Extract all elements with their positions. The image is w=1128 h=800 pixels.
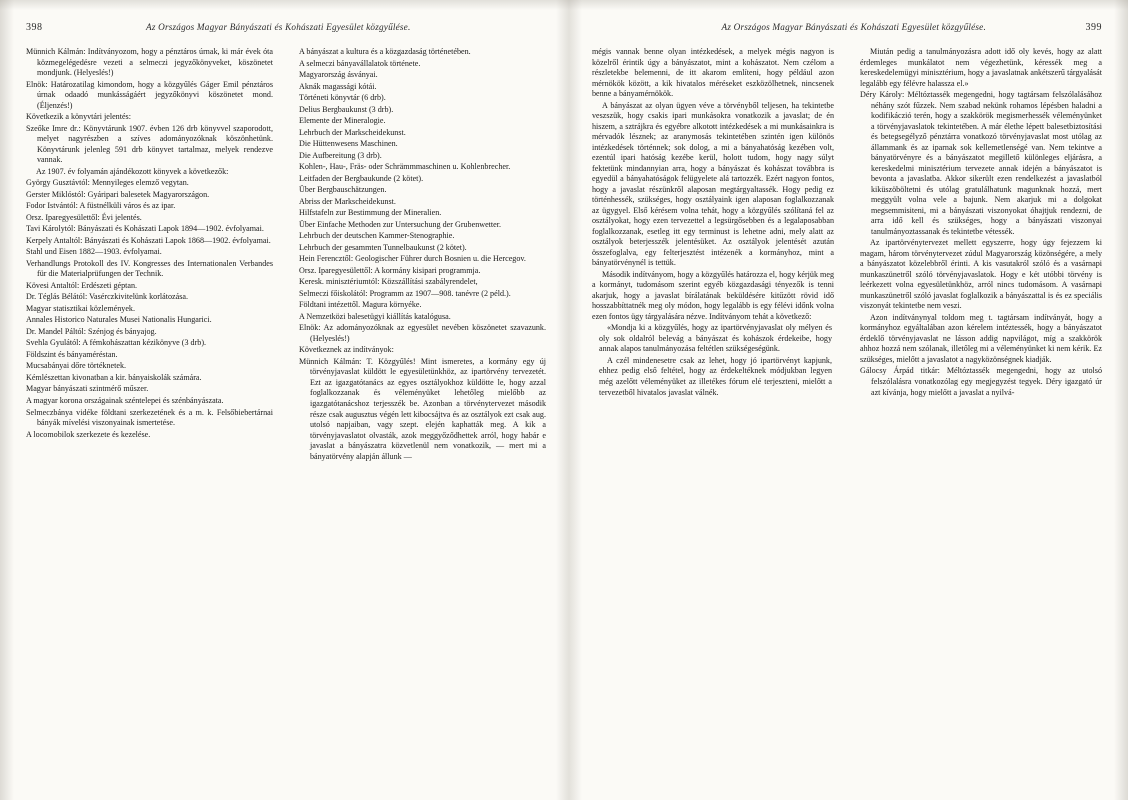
left-col1-paragraph: Fodor Istvántól: A füstnélküli város és az ipar.: [26, 201, 176, 211]
left-page: [26, 22, 546, 782]
left-col2-paragraph: Die Hüttenwesens Maschinen.: [299, 139, 398, 149]
right-page-columns: [592, 47, 1102, 399]
left-col1-paragraph: Szeőke Imre dr.: Könyvtárunk 1907. évben 126 drb könyvvel szaporodott, melyet nagyrészben a szíves adományozóknak köszönhetünk. Könyvtárunk jelenleg 591 drb könyvet tartalmaz, melyek rendezve vannak.: [26, 123, 273, 165]
left-col2-paragraph: Földtani intézettől. Magura környéke.: [299, 300, 422, 310]
left-col1-paragraph: Elnök: Határozatilag kimondom, hogy a közgyűlés Gáger Emil pénztáros úrnak odaadó munkásságáért jegyzőkönyvi köszönetet mond. (Éljenzés!): [26, 79, 273, 110]
left-col2-paragraph: Abriss der Markscheidekunst.: [299, 196, 396, 206]
left-col1-paragraph: Kerpely Antaltól: Bányászati és Kohászati Lapok 1868—1902. évfolyamai.: [26, 235, 271, 245]
left-col2-paragraph: Kohlen-, Hau-, Fräs- oder Schrämmmaschinen u. Kohlenbrecher.: [299, 162, 511, 172]
page-number-left: 398: [26, 22, 43, 33]
left-col2-paragraph: Következnek az indítványok:: [299, 345, 394, 355]
left-col1-paragraph: Földszint és bányaméréstan.: [26, 349, 118, 359]
left-col1-paragraph: A magyar korona országainak széntelepei és szénbányászata.: [26, 395, 224, 405]
left-col2-paragraph: Hilfstafeln zur Bestimmung der Mineralien.: [299, 208, 442, 218]
left-col2-paragraph: Történeti könyvtár (6 drb).: [299, 93, 386, 103]
left-col2-paragraph: Die Aufbereitung (3 drb).: [299, 150, 382, 160]
running-title-left: Az Országos Magyar Bányászati és Kohászati Egyesület közgyűlése.: [146, 22, 411, 32]
left-col2-paragraph: Keresk. minisztériumtól: Közszállítási szabályrendelet,: [299, 277, 478, 287]
left-col1-paragraph: Tavi Károlytól: Bányászati és Kohászati Lapok 1894—1902. évfolyamai.: [26, 224, 264, 234]
right-col2-paragraph: Azon indítványnyal toldom meg t. tagtársam indítványát, hogy a kormányhoz egyáltalában azon kérelem intéztessék, hogy a bányászatot érdeklő törvényjavaslat ne lásson addig napvilágot, míg a szakkörök ahhoz hozzá nem szólanak, illetőleg mi a véleményünket ki nem kérik. Ez szükséges, mielőtt a javaslatot a nagyközönségnek kiadják.: [860, 312, 1102, 364]
left-col2-paragraph: Selmeczi főiskolától: Programm az 1907—908. tanévre (2 péld.).: [299, 288, 511, 298]
left-col2-paragraph: Münnich Kálmán: T. Közgyűlés! Mint ismeretes, a kormány egy új törvényjavaslat küldött le egyesületünkhöz, az ipartörvény tervezetét. Ezt az igazgatótanács az egyes osztályokhoz küldötte le, hogy azzal foglalkozzanak és véleményüket lehetőleg mielőbb az igazgatótanácshoz terjesszék be. Azonban a törvénytervezet második része csak augusztus végén lett kibocsájtva és az osztályok ezt csak aug. utolsó napjaiban, vagy szept. elején kaphatták meg. A kik a törvényjavaslatot olvasták, azok meggyőződhettek arról, hogy habár e javaslat a bányászatra közvetlenül nem vonatkozik, — mert mi a bányatörvény alapján állunk —: [299, 356, 546, 461]
left-col2-paragraph: Lehrbuch der deutschen Kammer-Stenographie.: [299, 231, 455, 241]
left-col2-paragraph: Elnök: Az adományozóknak az egyesület nevében köszönetet szavazunk. (Helyeslés!): [299, 323, 546, 343]
running-title-right: Az Országos Magyar Bányászati és Kohászati Egyesület közgyűlése.: [721, 22, 986, 32]
left-col2-paragraph: Aknák magassági kótái.: [299, 81, 377, 91]
left-col2-paragraph: Leitfaden der Bergbaukunde (2 kötet).: [299, 173, 424, 183]
right-col2-paragraph: Gálocsy Árpád titkár: Méltóztassék megengedni, hogy az utolsó felszólalásra vonatkozólag egy megjegyzést tegyek. Déry igazgató úr azt kívánja, hogy mielőtt a javaslat a nyilvá-: [860, 366, 1102, 397]
left-col2-paragraph: A Nemzetközi balesetügyi kiállítás katalógusa.: [299, 311, 451, 321]
page-edge-shadow-left: [0, 0, 14, 800]
running-head-right: [592, 22, 1102, 33]
left-col1-paragraph: Következik a könyvtári jelentés:: [26, 112, 131, 122]
left-col1-paragraph: Gerster Miklóstól: Gyáripari balesetek Magyarországon.: [26, 189, 210, 199]
left-col2-paragraph: Orsz. Iparegyesülettől: A kormány kisipari programmja.: [299, 265, 481, 275]
left-col2-paragraph: A bányászat a kultura és a közgazdaság történetében.: [299, 47, 471, 56]
left-col1-paragraph: Stahl und Eisen 1882—1903. évfolyamai.: [26, 247, 162, 257]
left-col1-paragraph: A locomobilok szerkezete és kezelése.: [26, 429, 151, 439]
left-col2-paragraph: Lehrbuch der gesammten Tunnelbaukunst (2 kötet).: [299, 242, 467, 252]
page-edge-shadow-right: [1114, 0, 1128, 800]
right-col1-paragraph: Második indítványom, hogy a közgyűlés határozza el, hogy kérjük meg a kormányt, tudomásom szerint egyéb közgazdasági tényezők is tenni akarjuk, hogy a javaslat bírálatának beküldésére kitűzött rövid idő hosszabbíttatnék meg oly módon, hogy legalább is egy félévi időnk volna ezen fontos ügy tárgyalására nézve. Indítványom tehát a következő:: [592, 269, 834, 321]
left-col1-paragraph: Verhandlungs Protokoll des IV. Kongresses des Internationalen Verbandes für die Materialprüfungen der Technik.: [26, 258, 273, 279]
right-page-column-1: [592, 47, 834, 399]
left-col1-paragraph: Magyar statisztikai közlemények.: [26, 303, 136, 313]
running-head-left: [26, 22, 546, 33]
left-col1-paragraph: Kémlészettan kivonatban a kir. bányaiskolák számára.: [26, 372, 202, 382]
right-col2-paragraph: Miután pedig a tanulmányozásra adott idő oly kevés, hogy az alatt érdemleges munkálatot nem végezhetünk, kéressék meg a kereskedelemügyi minisztérium, hogy a javaslatnak ankétszerű tárgyalását legalább egy félévre halassza el.»: [860, 47, 1102, 88]
left-col2-paragraph: Über Bergbauschätzungen.: [299, 185, 387, 195]
right-col1-paragraph: mégis vannak benne olyan intézkedések, a melyek mégis nagyon is közelről érintik úgy a bányászatot, mint a kohászatot. Nem czélom a részletekbe belemenni, de itt akarom említeni, hogy például azon mérnökök között, a kik hivatalos méréseket eszközölhetnek, nincsenek benne a bányamérnökök.: [592, 47, 834, 99]
left-col1-paragraph: Selmeczbánya vidéke földtani szerkezetének és a m. k. Felsőbiebertárnai bányák mívelési viszonyainak ismertetése.: [26, 407, 273, 428]
left-col1-paragraph: Dr. Téglás Bélától: Vasérczkivitelünk korlátozása.: [26, 292, 188, 302]
left-col2-paragraph: Lehrbuch der Markscheidekunst.: [299, 127, 406, 137]
right-page: [592, 22, 1102, 782]
left-col2-paragraph: Über Einfache Methoden zur Untersuchung der Grubenwetter.: [299, 219, 502, 229]
right-page-column-2: [860, 47, 1102, 399]
right-col1-paragraph: «Mondja ki a közgyűlés, hogy az ipartörvényjavaslat oly mélyen és oly sok oldalról belevág a bányászat és kohászok érdekeibe, hogy annak alapos tanulmányozása feltétlen szükségeségünk.: [599, 323, 832, 354]
left-col1-paragraph: György Gusztávtól: Mennyileges elemző vegytan.: [26, 178, 189, 188]
left-col2-paragraph: Hein Ferencztől: Geologischer Führer durch Bosnien u. die Hercegov.: [299, 254, 526, 264]
left-col1-paragraph: Kövesi Antaltól: Erdészeti géptan.: [26, 280, 138, 290]
left-col1-paragraph: Magyar bányászati szintmérő műszer.: [26, 384, 149, 394]
page-number-right: 399: [1085, 22, 1102, 33]
left-page-column-1: [26, 47, 273, 463]
left-col1-paragraph: Annales Historico Naturales Musei Nationalis Hungarici.: [26, 315, 212, 325]
right-col2-paragraph: Déry Károly: Méltóztassék megengedni, hogy tagtársam felszólalásához néhány szót fűzzek. Nem szabad nekünk rohamos lépésben haladni a kodifikáczió terén, hogy a szakkörök megismerhessék véleményünket a törvényjavaslatok tekintetében. A már élethe lépett balesetbiztosítási és betegsegélyző pénztárra vonatkozó törvényjavaslat most utólag az állammank és az iparnak sok kellemetlenségé van. Nem tekintve a bányatörvényre és a bányászatot megillető különleges eljárásra, a kereskedelmi minisztérium tervezete annak idején a bányászatot is bevonta a javaslatba. Akkor sikerült ezen rendelkezést a javaslatból kiküszöböltetni és utólag gratulálhatunk magunknak hozzá, mert meggyült volna vele a bajunk. Nem akarjuk mi a dolgokat megsemmisiteni, mi a bányászati viszonyokat óhajtjuk rendezni, de arra idő kell és szükséges, hogy a bányászati viszonyai tanulmányoztassanak és tekintetbe vétessék.: [860, 90, 1102, 236]
left-col1-paragraph: Az 1907. év folyamán ajándékozott könyvek a következők:: [36, 166, 229, 176]
book-gutter-shadow: [556, 0, 582, 800]
left-col2-paragraph: A selmeczi bányavállalatok története.: [299, 58, 421, 68]
right-col1-paragraph: A czél mindenesetre csak az lehet, hogy jó ipartörvényt kapjunk, ehhez pedig első feltétel, hogy az érdekeltéknek módjukban legyen még azelőtt véleményüket az illetékes fórum elé terjeszteni, mielőtt a tervezetből hivatalos javaslat válnék.: [599, 355, 832, 397]
left-col1-paragraph: Orsz. Iparegyesülettől: Évi jelentés.: [26, 212, 142, 222]
left-page-columns: [26, 47, 546, 463]
right-col2-paragraph: Az ipartörvénytervezet mellett egyszerre, hogy úgy fejezzem ki magam, három törvénytervezet zúdul Magyarország közönségére, a mely a bányászatot közelebbről érinti. A kis vasutakról szóló és a vasárnapi munkaszünetről szóló törvényjavaslatok. Hogy e két utóbbi törvény is leérkezett volna egyesületünkhöz, arról nincs tudomásom. A vasárnapi munkaszünetről szóló javaslat foglalkozik a bányászattal is és ez speciális viszonyát tekintetbe nem veszi.: [860, 238, 1102, 311]
left-col2-paragraph: Magyarország ásványai.: [299, 70, 378, 80]
left-col1-paragraph: Münnich Kálmán: Indítványozom, hogy a pénztáros úrnak, ki már évek óta közmegelégedésre vezeti a selmeczi jegyzőkönyveket, köszönetet mondjunk. (Helyeslés!): [26, 47, 273, 78]
left-page-column-2: [299, 47, 546, 463]
left-col1-paragraph: Mucsabányai dőre törtéknetek.: [26, 361, 127, 371]
left-col1-paragraph: Dr. Mandel Páltól: Szénjog és bányajog.: [26, 326, 157, 336]
right-col1-paragraph: A bányászat az olyan ügyen véve a törvényből teljesen, ha tekintetbe veszszük, hogy csakis ipari munkásokra vonatkozik a javaslat; de én hiszem, a sztrájkra és egyébre alkotott intézkedések a mi munkásainkra is mérvadók lésznek; az aranymosás tekintetében szintén igen különös intézkedések történnek; sok dolog, a mi a bányahatóság kezében volt, ezentúl ipari hatóság kezébe kerül, holott tudom, hogy nagy súlyt fektetünk mindannyian arra, hogy a bányászat és kohászat továbbra is egyedül a bányahatóságok felügyelete alá tartozzék. Ezért nagyon fontos, hogy a javaslat részünkről alaposan megtárgyaltassék. Hogy pedig ez történhessék, szükséges, hogy osztályaink igen alaposan foglalkozzanak az ügygyel. Első kérésem volna tehát, hogy a közgyűlés szólítaná fel az osztályokat, hogy ezen tervezettel a legsürgősebben és a legalaposabban foglalkozzanak, esetleg itt egy terminust is lehetne adni, mely alatt az osztályok beterjesszék jelentésüket. Az osztályok jelentését azután összefoglalva, egy felterjesztést intézenék a kormányhoz, mint a bányatörvénynél is tettük.: [592, 100, 834, 268]
left-col2-paragraph: Elemente der Mineralogie.: [299, 116, 386, 126]
left-col1-paragraph: Svehla Gyulától: A fémkohászattan kézikönyve (3 drb).: [26, 338, 207, 348]
left-col2-paragraph: Delius Bergbaukunst (3 drb).: [299, 104, 394, 114]
